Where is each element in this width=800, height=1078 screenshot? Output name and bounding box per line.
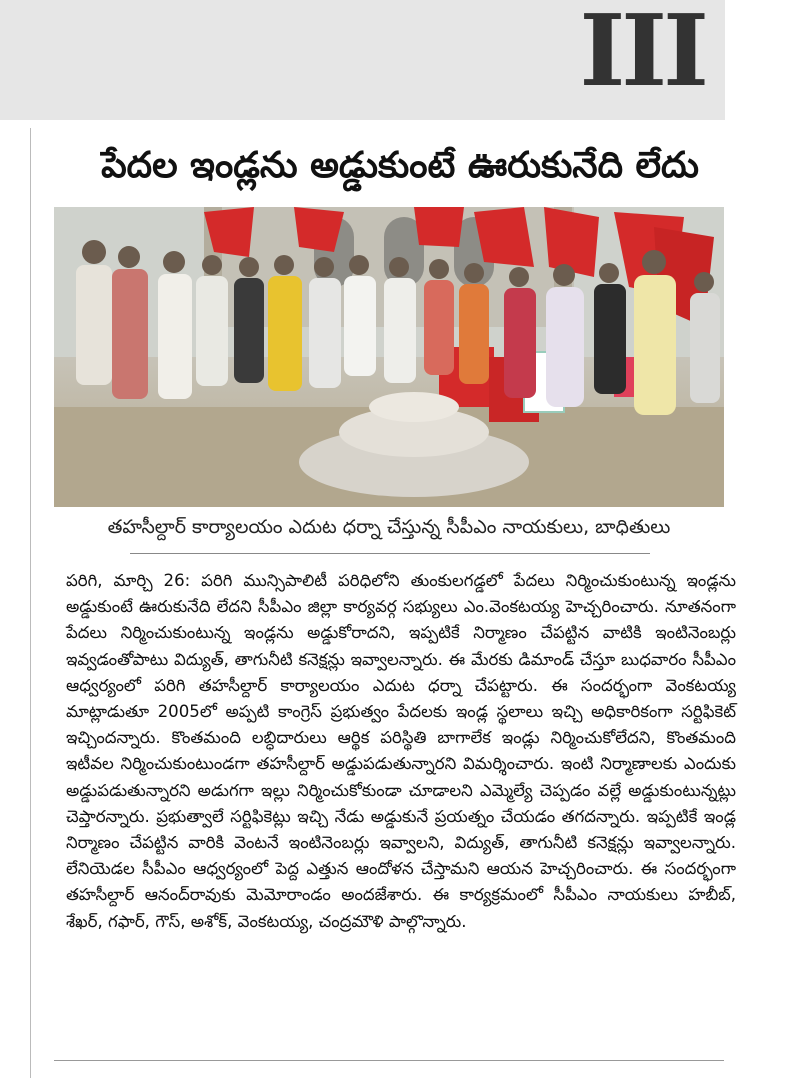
page-number: III [579, 0, 705, 109]
news-photo [54, 207, 724, 507]
column-divider [30, 128, 31, 1078]
protest-photo-illustration [54, 207, 724, 507]
caption-divider [130, 553, 650, 554]
page-header-band [0, 0, 725, 120]
article-headline: పేదల ఇండ్లను అడ్డుకుంటే ఊరుకునేది లేదు [101, 145, 699, 186]
bottom-divider [54, 1060, 724, 1061]
article-body: పరిగి, మార్చి 26: పరిగి మున్సిపాలిటీ పరిధిలోని తుంకులగడ్డలో పేదలు నిర్మించుకుంటున్న ఇండ్లను అడ్డుకుంటే ఊరుకునేది లేదని సీపీఎం జిల్లా కార్యవర్గ సభ్యులు ఎం.వెంకటయ్య హెచ్చరించారు. నూతనంగా పేదలు నిర్మించుకుంటున్న ఇండ్లను అడ్డుకోరాదని, ఇప్పటికే నిర్మాణం చేపట్టిన వాటికి ఇంటినెంబర్లు ఇవ్వడంతోపాటు విద్యుత్, తాగునీటి కనెక్షన్లు ఇవ్వాలన్నారు. ఈ మేరకు డిమాండ్ చేస్తూ బుధవారం సీపీఎం ఆధ్వర్యంలో పరిగి తహసీల్దార్ కార్యాలయం ఎదుట ధర్నా చేపట్టారు. ఈ సందర్భంగా వెంకటయ్య మాట్లాడుతూ 2005లో అప్పటి కాంగ్రెస్ ప్రభుత్వం పేదలకు ఇండ్ల స్థలాలు ఇచ్చి అధికారికంగా సర్టిఫికెట్ ఇచ్చిందన్నారు. కొంతమంది లబ్ధిదారులు ఆర్థిక పరిస్థితి బాగాలేక ఇండ్లు నిర్మించుకోలేదని, కొంతమంది ఇటీవల నిర్మించుకుంటుండగా తహసీల్దార్ అడ్డుపడుతున్నారని విమర్శించారు. ఇంటి నిర్మాణాలకు ఎందుకు అడ్డుపడుతున్నారని అడుగగా ఇల్లు నిర్మించుకోకుండా చూడాలని ఎమ్మెల్యే చెప్పడం వల్లే అడ్డుకుంటున్నట్లు చెప్తారన్నారు. ప్రభుత్వాలే సర్టిఫికెట్లు ఇచ్చి నేడు అడ్డుకునే ప్రయత్నం చేయడం తగదన్నారు. ఇప్పటికే ఇండ్ల నిర్మాణం చేపట్టిన వారికి వెంటనే ఇంటినెంబర్లు ఇవ్వాలని, విద్యుత్, తాగునీటి కనెక్షన్లు ఇవ్వాలన్నారు. లేనియెడల సీపీఎం ఆధ్వర్యంలో పెద్ద ఎత్తున ఆందోళన చేస్తామని ఆయన హెచ్చరించారు. ఈ సందర్భంగా తహసీల్దార్ ఆనంద్‌రావుకు మెమోరాండం అందజేశారు. ఈ కార్యక్రమంలో సీపీఎం నాయకులు హబీబ్, శేఖర్, గఫార్, గౌస్, అశోక్, వెంకటయ్య, చంద్రమౌళి పాల్గొన్నారు. [66, 571, 736, 931]
photo-caption: తహసీల్దార్ కార్యాలయం ఎదుట ధర్నా చేస్తున్న సీపీఎం నాయకులు, బాధితులు [107, 516, 671, 538]
